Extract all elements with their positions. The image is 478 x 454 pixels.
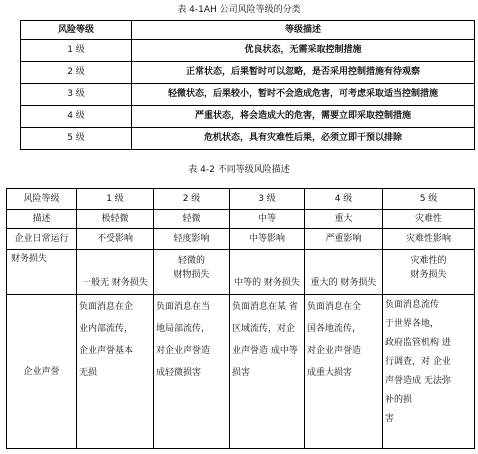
description-cell: 危机状态，具有灾难性后果，必须立即干预以排除: [132, 128, 475, 150]
table1-caption: 表 4-1AH 公司风险等级的分类: [177, 5, 301, 15]
table-row: [21, 40, 475, 62]
level-cell: 1 级: [21, 40, 132, 62]
table-cell: 中等: [230, 210, 305, 229]
row-label: 企业日常运行: [7, 229, 77, 250]
table-cell: 灾难性: [383, 210, 475, 229]
header-cell: 4 级: [305, 189, 383, 210]
header-cell: 1 级: [77, 189, 154, 210]
table-row-reputation: [7, 295, 475, 449]
header-cell: 5 级: [383, 189, 475, 210]
row-label: 财务损失: [7, 250, 77, 295]
header-level-description: 等级描述: [132, 21, 475, 40]
table-row-financial-loss: [7, 250, 475, 295]
table-cell: 一般无 财务损失: [77, 250, 154, 295]
table-cell: 灾难性的 财务损失: [383, 250, 475, 295]
description-cell: 轻微状态，后果较小，暂时不会造成危害，可考虑采取适当控制措施: [132, 84, 475, 106]
header-cell: 风险等级: [7, 189, 77, 210]
table-row-description: [7, 210, 475, 229]
table-row-daily-operation: [7, 229, 475, 250]
level-cell: 3 级: [21, 84, 132, 106]
table-cell: 负面消息在某 省 区域流传，对企 业声誉造 成中等 损害: [230, 295, 305, 449]
risk-level-classification-table: [20, 20, 475, 150]
table-cell: 严重影响: [305, 229, 383, 250]
table-header-row: [21, 21, 475, 40]
table-cell: 负面消息在企 业内部流传， 企业声誉基本 无损: [77, 295, 154, 449]
table-cell: 中等影响: [230, 229, 305, 250]
table-cell: 重大: [305, 210, 383, 229]
table-cell: 轻微: [154, 210, 230, 229]
header-cell: 3 级: [230, 189, 305, 210]
table2-caption: 表 4-2 不同等级风险描述: [188, 165, 290, 175]
table-cell: 重大的 财务损失: [305, 250, 383, 295]
row-label: 企业声誉: [7, 295, 77, 449]
header-cell: 2 级: [154, 189, 230, 210]
table-row: [21, 84, 475, 106]
table-cell: 极轻微: [77, 210, 154, 229]
table-cell: 不受影响: [77, 229, 154, 250]
level-cell: 2 级: [21, 62, 132, 84]
table-cell: 中等的 财务损失: [230, 250, 305, 295]
row-label: 描述: [7, 210, 77, 229]
description-cell: 优良状态，无需采取控制措施: [132, 40, 475, 62]
level-cell: 4 级: [21, 106, 132, 128]
table-row: [21, 106, 475, 128]
table-header-row: [7, 189, 475, 210]
table-row: [21, 128, 475, 150]
table-cell: 轻微的 财物损失: [154, 250, 230, 295]
header-risk-level: 风险等级: [21, 21, 132, 40]
table-cell: 负面消息流传 于世界各地， 政府监管机构 进 行调查，对 企业 声誉造成 无法弥 补的损 害: [383, 295, 475, 449]
description-cell: 正常状态，后果暂时可以忽略，是否采用控制措施有待观察: [132, 62, 475, 84]
description-cell: 严重状态，将会造成大的危害，需要立即采取控制措施: [132, 106, 475, 128]
table-cell: 轻度影响: [154, 229, 230, 250]
table-row: [21, 62, 475, 84]
table-cell: 灾难性影响: [383, 229, 475, 250]
table-cell: 负面消息在全 国各地流传， 对企业声誉造 成重大损害: [305, 295, 383, 449]
level-cell: 5 级: [21, 128, 132, 150]
table-cell: 负面消息在当 地局部流传， 对企业声誉造 成轻微损害: [154, 295, 230, 449]
risk-level-description-table: [6, 188, 475, 449]
